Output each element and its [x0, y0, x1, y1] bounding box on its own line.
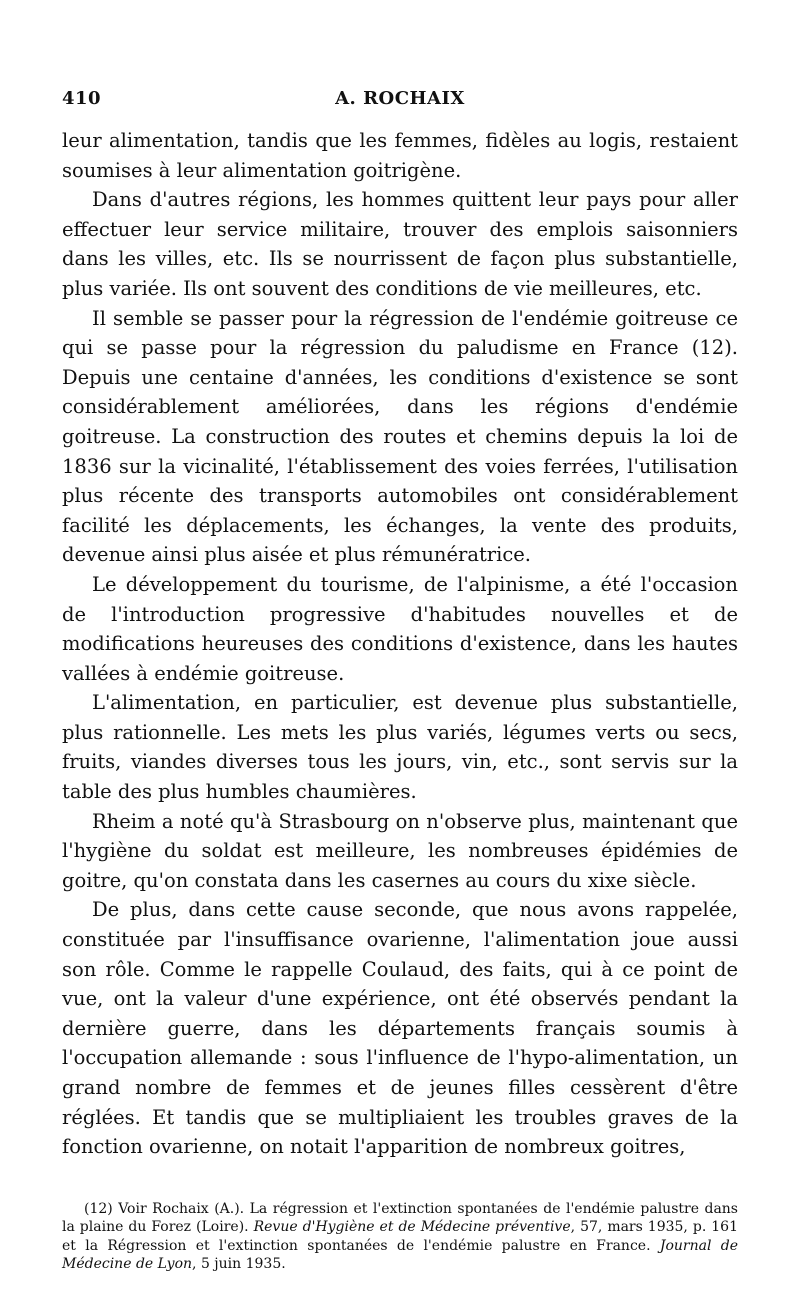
paragraph: Le développement du tourisme, de l'alpinisme, a été l'occasion de l'introduction progressive d'habitudes nouvelles et de modifications heureuses des conditions d'existence, dans les hautes vallées à endémie goitreuse.	[62, 572, 738, 685]
paragraph: L'alimentation, en particulier, est devenue plus substantielle, plus rationnelle. Les mets les plus variés, légumes verts ou secs, fruits, viandes diverses tous les jours, vin, etc., sont servis sur la table des plus humbles chaumières.	[62, 691, 738, 804]
footnote-text: , 57, mars 1935, p. 161 et la Régression et l'extinction spontanées de l'endémie palustre en France.	[62, 1219, 738, 1254]
footnote-text: (12) Voir Rochaix (A.). La régression et l'extinction spontanées de l'endémie palustre dans la plaine du Forez (Loire).	[62, 1200, 738, 1236]
footnote-text: , 5 juin 1935.	[192, 1256, 286, 1273]
running-head-author: A. ROCHAIX	[335, 88, 465, 109]
page	[62, 88, 738, 1274]
paragraph-continuation: leur alimentation, tandis que les femmes, fidèles au logis, restaient soumises à leur alimentation goitrigène.	[62, 129, 738, 182]
footnote	[62, 1200, 738, 1274]
body-text	[62, 126, 738, 1162]
page-number: 410	[62, 88, 102, 109]
paragraph: Dans d'autres régions, les hommes quittent leur pays pour aller effectuer leur service militaire, trouver des emplois saisonniers dans les villes, etc. Ils se nourrissent de façon plus substantielle, plus variée. Ils ont souvent des conditions de vie meilleures, etc.	[62, 188, 738, 300]
paragraph: Il semble se passer pour la régression de l'endémie goitreuse ce qui se passe pour la régression du paludisme en France (12). Depuis une centaine d'années, les conditions d'existence se sont considérablement améliorées, dans les régions d'endémie goitreuse. La construction des routes et chemins depuis la loi de 1836 sur la vicinalité, l'établissement des voies ferrées, l'utilisation plus récente des transports automobiles ont considérablement facilité les déplacements, les échanges, la vente des produits, devenue ainsi plus aisée et plus rémunératrice.	[62, 306, 738, 567]
running-header	[62, 88, 738, 116]
journal-title: Revue d'Hygiène et de Médecine préventive	[253, 1219, 571, 1236]
journal-title: Journal de Médecine de Lyon	[62, 1237, 738, 1273]
paragraph: Rheim a noté qu'à Strasbourg on n'observe plus, maintenant que l'hygiène du soldat est meilleure, les nombreuses épidémies de goitre, qu'on constata dans les casernes au cours du xixe siècle.	[62, 809, 738, 892]
paragraph: De plus, dans cette cause seconde, que nous avons rappelée, constituée par l'insuffisance ovarienne, l'alimentation joue aussi son rôle. Comme le rappelle Coulaud, des faits, qui à ce point de vue, ont la valeur d'une expérience, ont été observés pendant la dernière guerre, dans les départements français soumis à l'occupation allemande : sous l'influence de l'hypo-alimentation, un grand nombre de femmes et de jeunes filles cessèrent d'être réglées. Et tandis que se multipliaient les troubles graves de la fonction ovarienne, on notait l'apparition de nombreux goitres,	[62, 898, 738, 1159]
